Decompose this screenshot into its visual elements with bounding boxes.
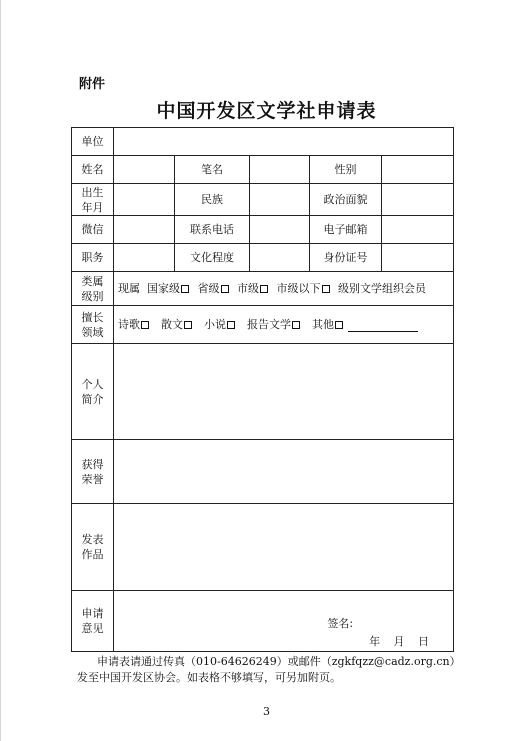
- row-position: [72, 244, 454, 272]
- honors-label-line2: 荣誉: [81, 472, 104, 486]
- specialty-option-reportage[interactable]: [247, 318, 305, 331]
- row-birth: [72, 184, 454, 216]
- specialty-option-prose[interactable]: [161, 318, 197, 331]
- education-label: 文化程度: [175, 244, 250, 272]
- phone-field[interactable]: [250, 216, 310, 244]
- row-works: [72, 504, 454, 591]
- bio-label-line2: 简介: [81, 392, 104, 406]
- specialty-option-poetry[interactable]: [118, 318, 154, 331]
- category-option-label: 省级: [197, 282, 220, 295]
- category-option-label: 市级: [237, 282, 259, 295]
- row-opinion: [72, 591, 454, 652]
- unit-label: 单位: [72, 128, 114, 156]
- honors-label: [72, 440, 114, 504]
- specialty-option-label: 小说: [204, 318, 226, 331]
- row-name: [72, 156, 454, 184]
- birth-label-line2: 年月: [81, 200, 104, 214]
- checkbox-icon[interactable]: [181, 285, 189, 293]
- checkbox-icon[interactable]: [292, 321, 300, 329]
- pen-name-field[interactable]: [250, 156, 310, 184]
- birth-field[interactable]: [114, 184, 175, 216]
- bio-label-line1: 个人: [81, 377, 104, 391]
- unit-field[interactable]: [114, 128, 454, 156]
- gender-field[interactable]: [382, 156, 454, 184]
- works-field[interactable]: [114, 504, 454, 591]
- checkbox-icon[interactable]: [322, 285, 330, 293]
- checkbox-icon[interactable]: [184, 321, 192, 329]
- bio-label: [72, 344, 114, 440]
- ethnicity-field[interactable]: [250, 184, 310, 216]
- opinion-label-line2: 意见: [81, 622, 104, 635]
- category-label-line2: 级别: [81, 289, 104, 303]
- row-bio: [72, 344, 454, 440]
- id-field[interactable]: [382, 244, 454, 272]
- page-title: 中国开发区文学社申请表: [156, 100, 377, 122]
- political-label: 政治面貌: [310, 184, 382, 216]
- category-suffix: 级别文学组织会员: [338, 282, 426, 295]
- category-option-city[interactable]: [237, 282, 273, 295]
- category-option-provincial[interactable]: [198, 282, 234, 295]
- bio-field[interactable]: [114, 344, 454, 440]
- name-label: 姓名: [72, 156, 114, 184]
- position-field[interactable]: [114, 244, 175, 272]
- page-number: 3: [263, 705, 270, 718]
- email-field[interactable]: [382, 216, 454, 244]
- application-form-table: [71, 127, 454, 652]
- wechat-field[interactable]: [114, 216, 175, 244]
- category-label-line1: 类属: [81, 274, 104, 288]
- category-option-label: 市级以下: [276, 282, 321, 295]
- works-label-line1: 发表: [81, 533, 104, 546]
- education-field[interactable]: [250, 244, 310, 272]
- row-specialty: [72, 306, 454, 344]
- works-label: [72, 504, 114, 591]
- date-label: 年 月 日: [369, 635, 430, 648]
- honors-field[interactable]: [114, 440, 454, 504]
- signature-label: 签名:: [327, 617, 354, 630]
- opinion-label: [72, 591, 114, 652]
- works-label-line2: 作品: [81, 548, 104, 561]
- specialty-option-other[interactable]: [312, 318, 418, 331]
- row-unit: [72, 128, 454, 156]
- opinion-field[interactable]: [114, 591, 454, 652]
- name-field[interactable]: [114, 156, 175, 184]
- political-field[interactable]: [382, 184, 454, 216]
- checkbox-icon[interactable]: [221, 285, 229, 293]
- specialty-options: [114, 306, 454, 344]
- specialty-label: [72, 306, 114, 344]
- specialty-option-label: 诗歌: [118, 318, 140, 331]
- submission-note: 申请表请通过传真（010-64626249）或邮件（zgkfqzz@cadz.org.cn）发至中国开发区协会。如表格不够填写，可另加附页。: [77, 655, 456, 684]
- specialty-option-label: 散文: [161, 318, 183, 331]
- id-label: 身份证号: [310, 244, 382, 272]
- opinion-label-line1: 申请: [81, 607, 104, 620]
- birth-label: [72, 184, 114, 216]
- category-option-below-city[interactable]: [277, 282, 335, 295]
- specialty-option-label: 报告文学: [247, 318, 291, 331]
- category-prefix: 现属: [118, 282, 140, 295]
- row-wechat: [72, 216, 454, 244]
- category-option-label: 国家级: [147, 282, 180, 295]
- specialty-option-label: 其他: [312, 318, 334, 331]
- checkbox-icon[interactable]: [335, 321, 343, 329]
- category-options: [114, 272, 454, 306]
- honors-label-line1: 获得: [81, 457, 104, 471]
- position-label: 职务: [72, 244, 114, 272]
- wechat-label: 微信: [72, 216, 114, 244]
- row-category: [72, 272, 454, 306]
- checkbox-icon[interactable]: [227, 321, 235, 329]
- specialty-option-fiction[interactable]: [204, 318, 240, 331]
- ethnicity-label: 民族: [175, 184, 250, 216]
- email-label: 电子邮箱: [310, 216, 382, 244]
- specialty-label-line1: 擅长: [81, 310, 104, 324]
- pen-name-label: 笔名: [175, 156, 250, 184]
- other-specify-field[interactable]: [348, 320, 418, 332]
- specialty-label-line2: 领域: [81, 325, 104, 339]
- gender-label: 性别: [310, 156, 382, 184]
- category-option-national[interactable]: [147, 282, 194, 295]
- attachment-label: 附件: [79, 77, 106, 92]
- checkbox-icon[interactable]: [141, 321, 149, 329]
- category-label: [72, 272, 114, 306]
- birth-label-line1: 出生: [81, 185, 104, 199]
- phone-label: 联系电话: [175, 216, 250, 244]
- row-honors: [72, 440, 454, 504]
- checkbox-icon[interactable]: [260, 285, 268, 293]
